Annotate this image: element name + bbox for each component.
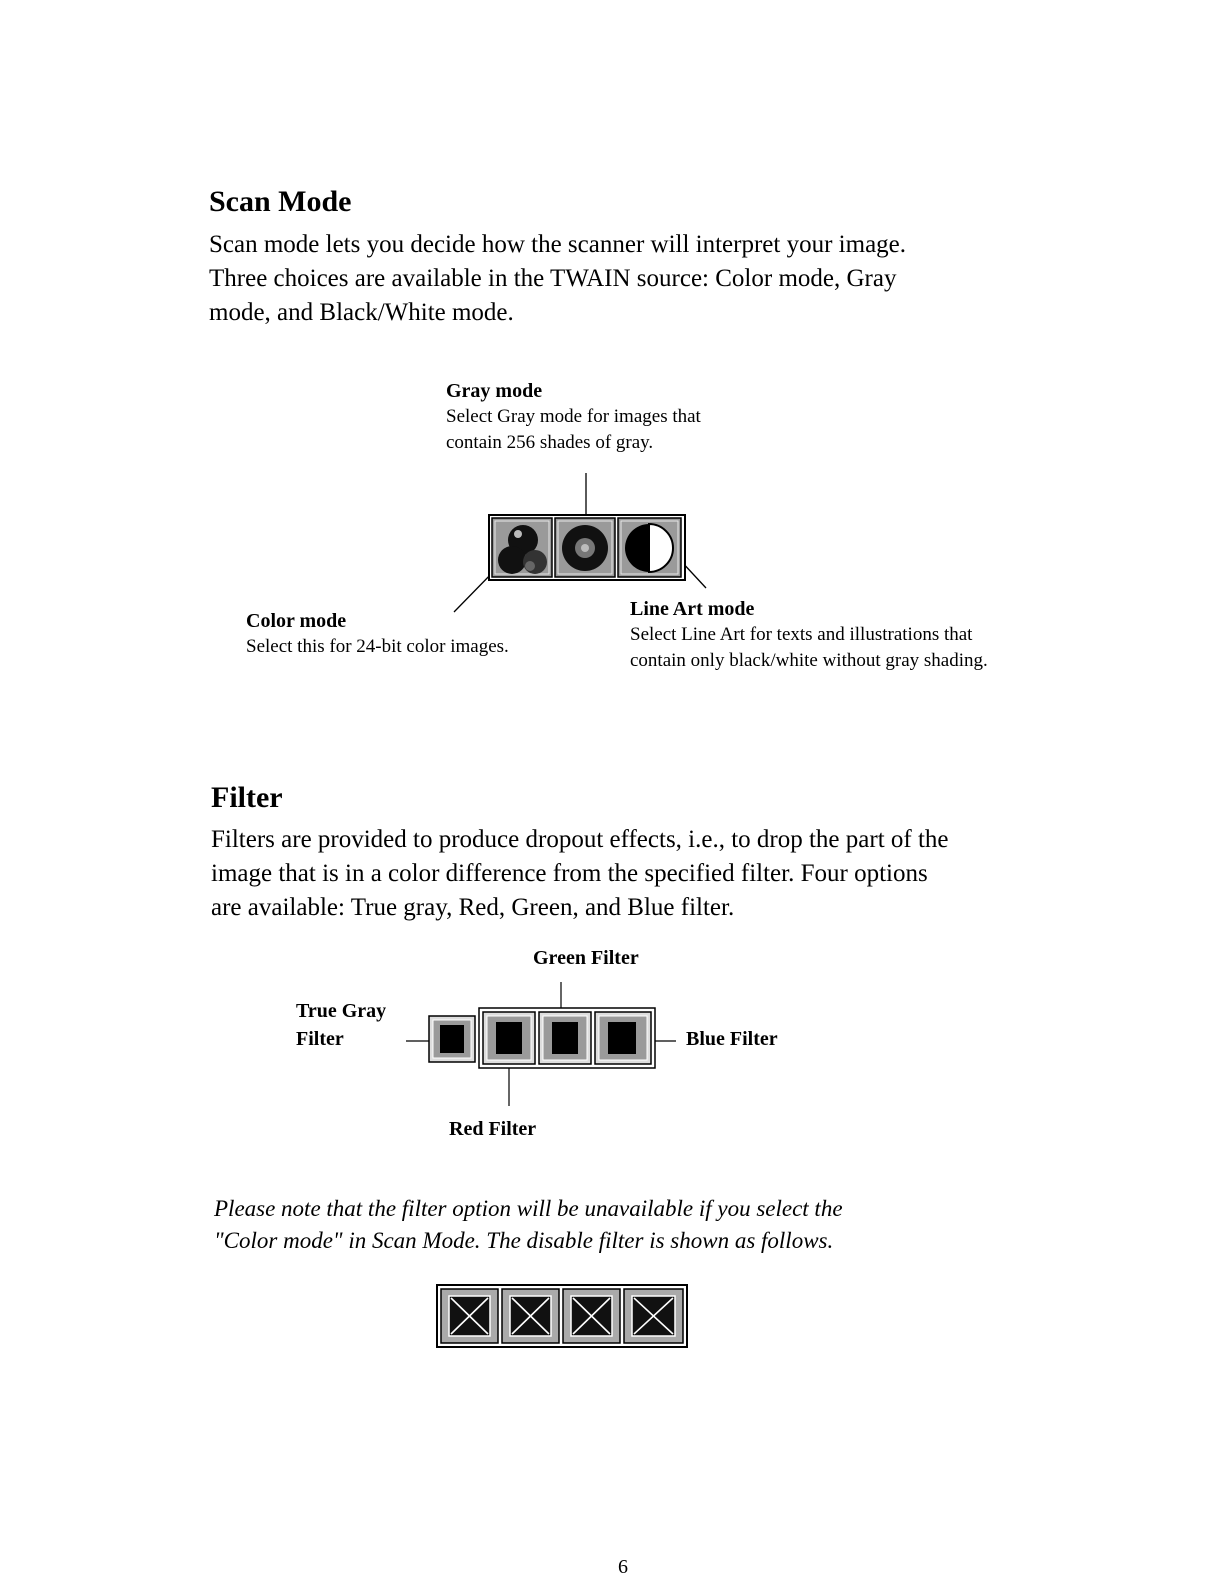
blue-filter-icon[interactable] xyxy=(595,1012,651,1064)
disabled-filter-icon xyxy=(624,1289,683,1343)
caption-line: Select Gray mode for images that xyxy=(446,406,701,427)
caption-line: contain 256 shades of gray. xyxy=(446,432,654,453)
disabled-filter-icon xyxy=(502,1289,559,1343)
page-number: 6 xyxy=(618,1556,628,1578)
paragraph-line: Scan mode lets you decide how the scanner will interpret your image. xyxy=(209,231,907,258)
disabled-filter-selector xyxy=(436,1284,690,1350)
paragraph-line: Filters are provided to produce dropout effects, i.e., to drop the part of the xyxy=(211,826,949,853)
filter-note xyxy=(214,1193,843,1257)
paragraph-line: are available: True gray, Red, Green, and Blue filter. xyxy=(211,894,735,921)
caption-line: Select Line Art for texts and illustrations that xyxy=(630,624,973,645)
true-gray-filter-icon[interactable] xyxy=(429,1016,475,1062)
filter-heading: Filter xyxy=(211,781,283,814)
blue-filter-label: Blue Filter xyxy=(686,1028,778,1050)
red-filter-label: Red Filter xyxy=(449,1118,537,1140)
disabled-filter-icon xyxy=(441,1289,498,1343)
paragraph-line: mode, and Black/White mode. xyxy=(209,299,514,326)
scan-mode-heading: Scan Mode xyxy=(209,185,352,218)
note-line: Please note that the filter option will be unavailable if you select the xyxy=(214,1196,843,1221)
caption-line: contain only black/white without gray shading. xyxy=(630,650,988,671)
disabled-filter-icon xyxy=(563,1289,620,1343)
label-line: True Gray xyxy=(296,1000,387,1022)
green-filter-label: Green Filter xyxy=(533,947,639,969)
filter-selector xyxy=(425,1006,661,1072)
label-line: Filter xyxy=(296,1028,344,1050)
green-filter-icon[interactable] xyxy=(539,1012,591,1064)
paragraph-line: image that is in a color difference from the specified filter. Four options xyxy=(211,860,928,887)
gray-mode-title: Gray mode xyxy=(446,380,543,402)
paragraph-line: Three choices are available in the TWAIN source: Color mode, Gray xyxy=(209,265,897,292)
caption-line: Select this for 24-bit color images. xyxy=(246,636,509,657)
note-line: "Color mode" in Scan Mode. The disable filter is shown as follows. xyxy=(214,1228,834,1253)
line-art-mode-title: Line Art mode xyxy=(630,598,755,620)
red-filter-icon[interactable] xyxy=(483,1012,535,1064)
color-mode-title: Color mode xyxy=(246,610,347,632)
